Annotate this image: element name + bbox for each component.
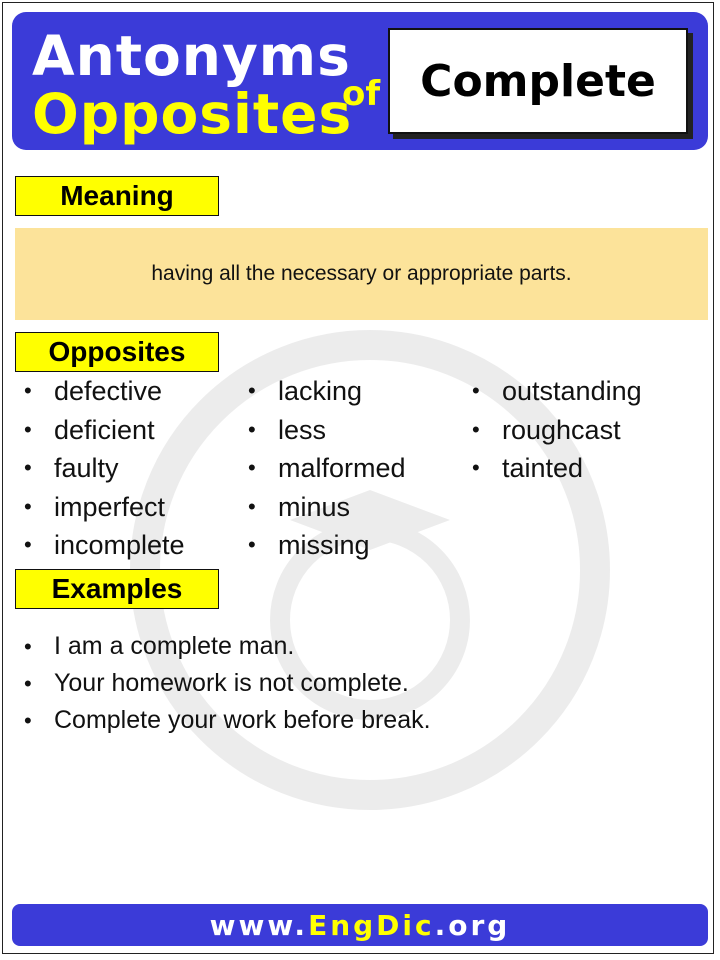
- footer-url-suffix: .org: [434, 908, 511, 942]
- header-word: Complete: [420, 55, 656, 107]
- list-item: • minus: [248, 488, 406, 527]
- examples-list: [24, 628, 431, 739]
- list-item: • missing: [248, 526, 406, 565]
- list-item: • deficient: [24, 411, 185, 450]
- opposites-label: Opposites: [15, 332, 219, 372]
- opposites-column-1: [24, 372, 185, 565]
- list-item: • roughcast: [472, 411, 642, 450]
- header-title-opposites: Opposites: [32, 82, 353, 146]
- header-word-box: [388, 28, 688, 134]
- list-item: • tainted: [472, 449, 642, 488]
- list-item: • malformed: [248, 449, 406, 488]
- list-item: • lacking: [248, 372, 406, 411]
- header-banner: [12, 12, 708, 150]
- list-item: • Your homework is not complete.: [24, 665, 431, 702]
- footer-url-brand: EngDic: [308, 908, 435, 942]
- list-item: • I am a complete man.: [24, 628, 431, 665]
- list-item: • imperfect: [24, 488, 185, 527]
- footer-banner: [12, 904, 708, 946]
- opposites-column-3: [472, 372, 642, 488]
- meaning-text: having all the necessary or appropriate parts.: [15, 228, 708, 320]
- list-item: • defective: [24, 372, 185, 411]
- list-item: • faulty: [24, 449, 185, 488]
- opposites-column-2: [248, 372, 406, 565]
- list-item: • less: [248, 411, 406, 450]
- header-title-antonyms: Antonyms: [32, 24, 351, 88]
- footer-url-prefix: www.: [209, 908, 309, 942]
- list-item: • outstanding: [472, 372, 642, 411]
- examples-label: Examples: [15, 569, 219, 609]
- list-item: • incomplete: [24, 526, 185, 565]
- meaning-label: Meaning: [15, 176, 219, 216]
- header-of: of: [342, 74, 381, 114]
- list-item: • Complete your work before break.: [24, 702, 431, 739]
